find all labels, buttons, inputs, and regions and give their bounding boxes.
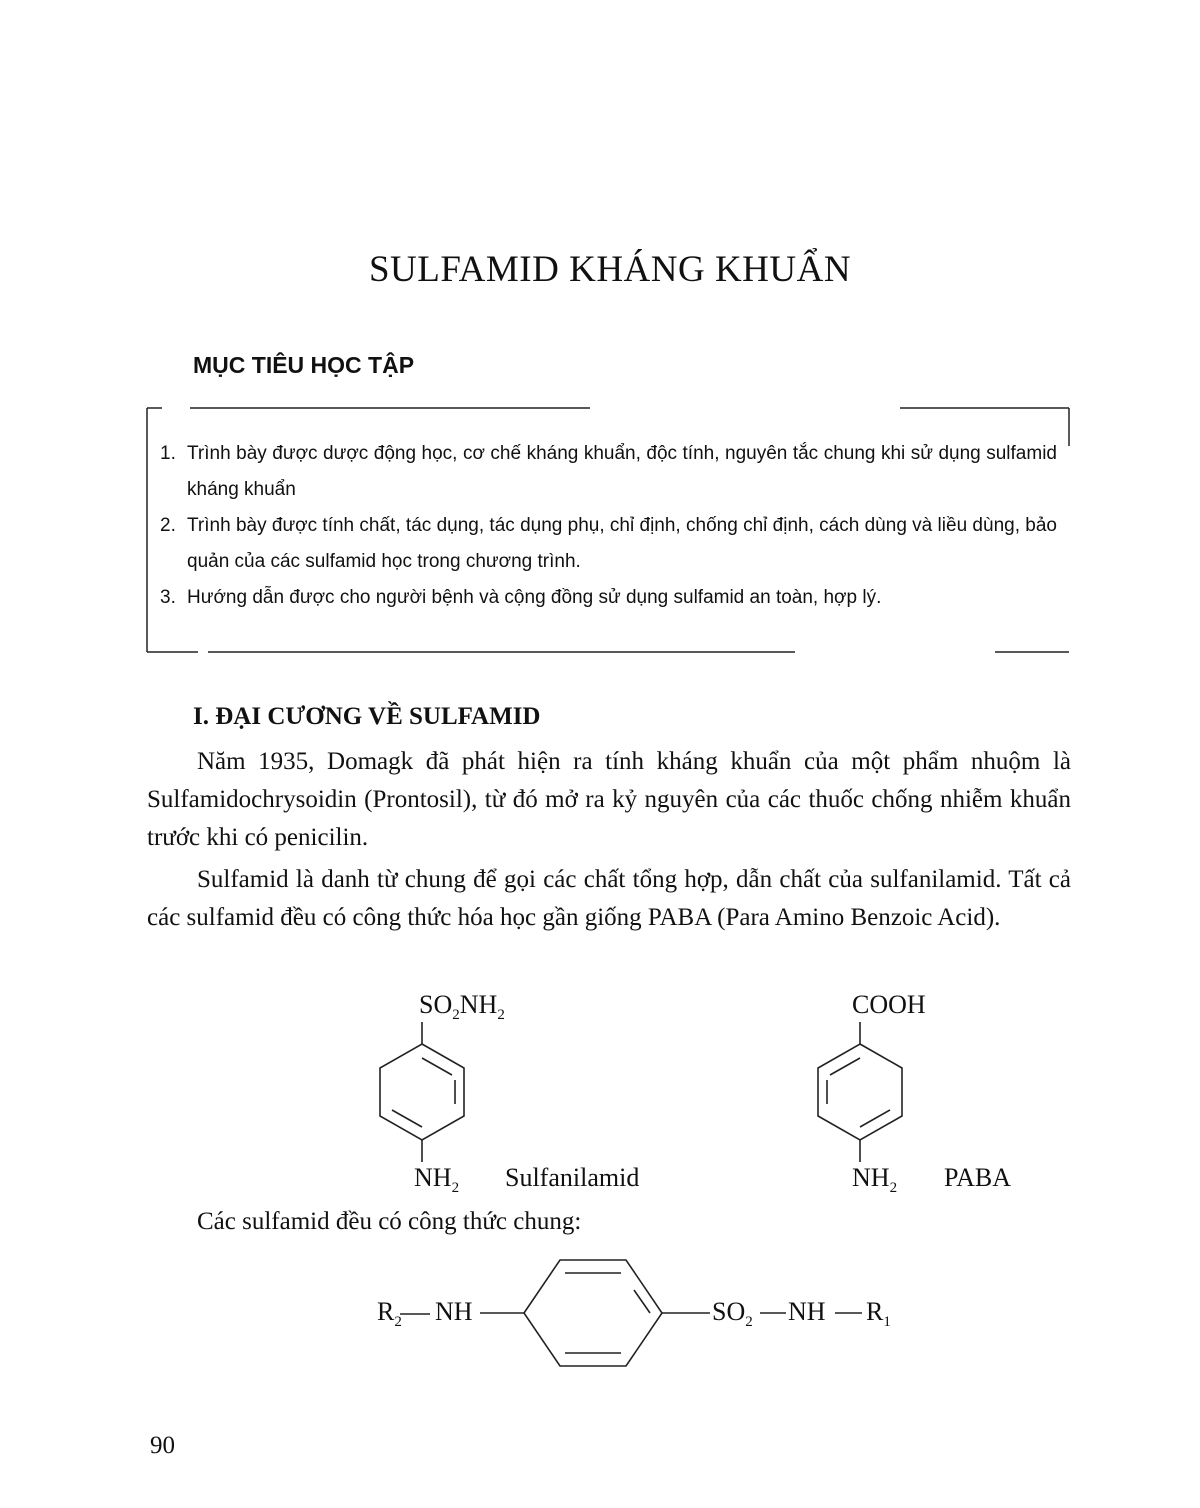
paba-top-group: COOH <box>852 990 926 1019</box>
general-so2: $SO_2$ <box>712 1297 753 1331</box>
general-left-r: $R_2$ <box>377 1297 402 1331</box>
page-number: 90 <box>150 1432 175 1459</box>
objective-text: Hướng dẫn được cho người bệnh và cộng đồng sử dụng sulfamid an toàn, hợp lý. <box>187 587 882 608</box>
paba-bottom-group: $NH_2$ <box>852 1163 898 1197</box>
objective-number: 3. <box>160 587 176 608</box>
sulfanilamide-top-group: $SO_2NH_2$ <box>419 990 505 1024</box>
sulfanilamide-ring <box>380 1022 464 1162</box>
paragraph-definition: Sulfamid là danh từ chung để gọi các chất tổng hợp, dẫn chất của sulfanilamid. Tất cả các sulfamid đều có công thức hóa học gần giống PABA (Para Amino Benzoic Acid). <box>147 866 1071 931</box>
objective-text: Trình bày được dược động học, cơ chế kháng khuẩn, độc tính, nguyên tắc chung khi sử dụng sulfamid kháng khuẩn <box>187 443 1057 500</box>
chapter-title: SULFAMID KHÁNG KHUẨN <box>368 249 852 290</box>
general-right-nh: NH <box>788 1297 826 1326</box>
objective-text: Trình bày được tính chất, tác dụng, tác dụng phụ, chỉ định, chống chỉ định, cách dùng và liều dùng, bảo quản của các sulfamid học trong chương trình. <box>187 515 1057 572</box>
section-heading: I. ĐẠI CƯƠNG VỀ SULFAMID <box>193 703 541 730</box>
general-formula-caption: Các sulfamid đều có công thức chung: <box>197 1208 582 1235</box>
paba-ring <box>818 1022 902 1162</box>
general-left-nh: NH <box>435 1297 473 1326</box>
paragraph-history: Năm 1935, Domagk đã phát hiện ra tính kháng khuẩn của một phẩm nhuộm là Sulfamidochrysoidin (Prontosil), từ đó mở ra kỷ nguyên của các thuốc chống nhiễm khuẩn trước khi có penicilin. <box>147 748 1071 851</box>
sulfanilamide-bottom-group: $NH_2$ <box>414 1163 460 1197</box>
paba-name: PABA <box>944 1163 1011 1192</box>
general-right-r: $R_1$ <box>866 1297 891 1331</box>
objective-number: 1. <box>160 443 176 464</box>
objectives-heading: MỤC TIÊU HỌC TẬP <box>193 352 415 378</box>
sulfanilamide-name: Sulfanilamid <box>505 1163 640 1192</box>
objective-number: 2. <box>160 515 176 536</box>
